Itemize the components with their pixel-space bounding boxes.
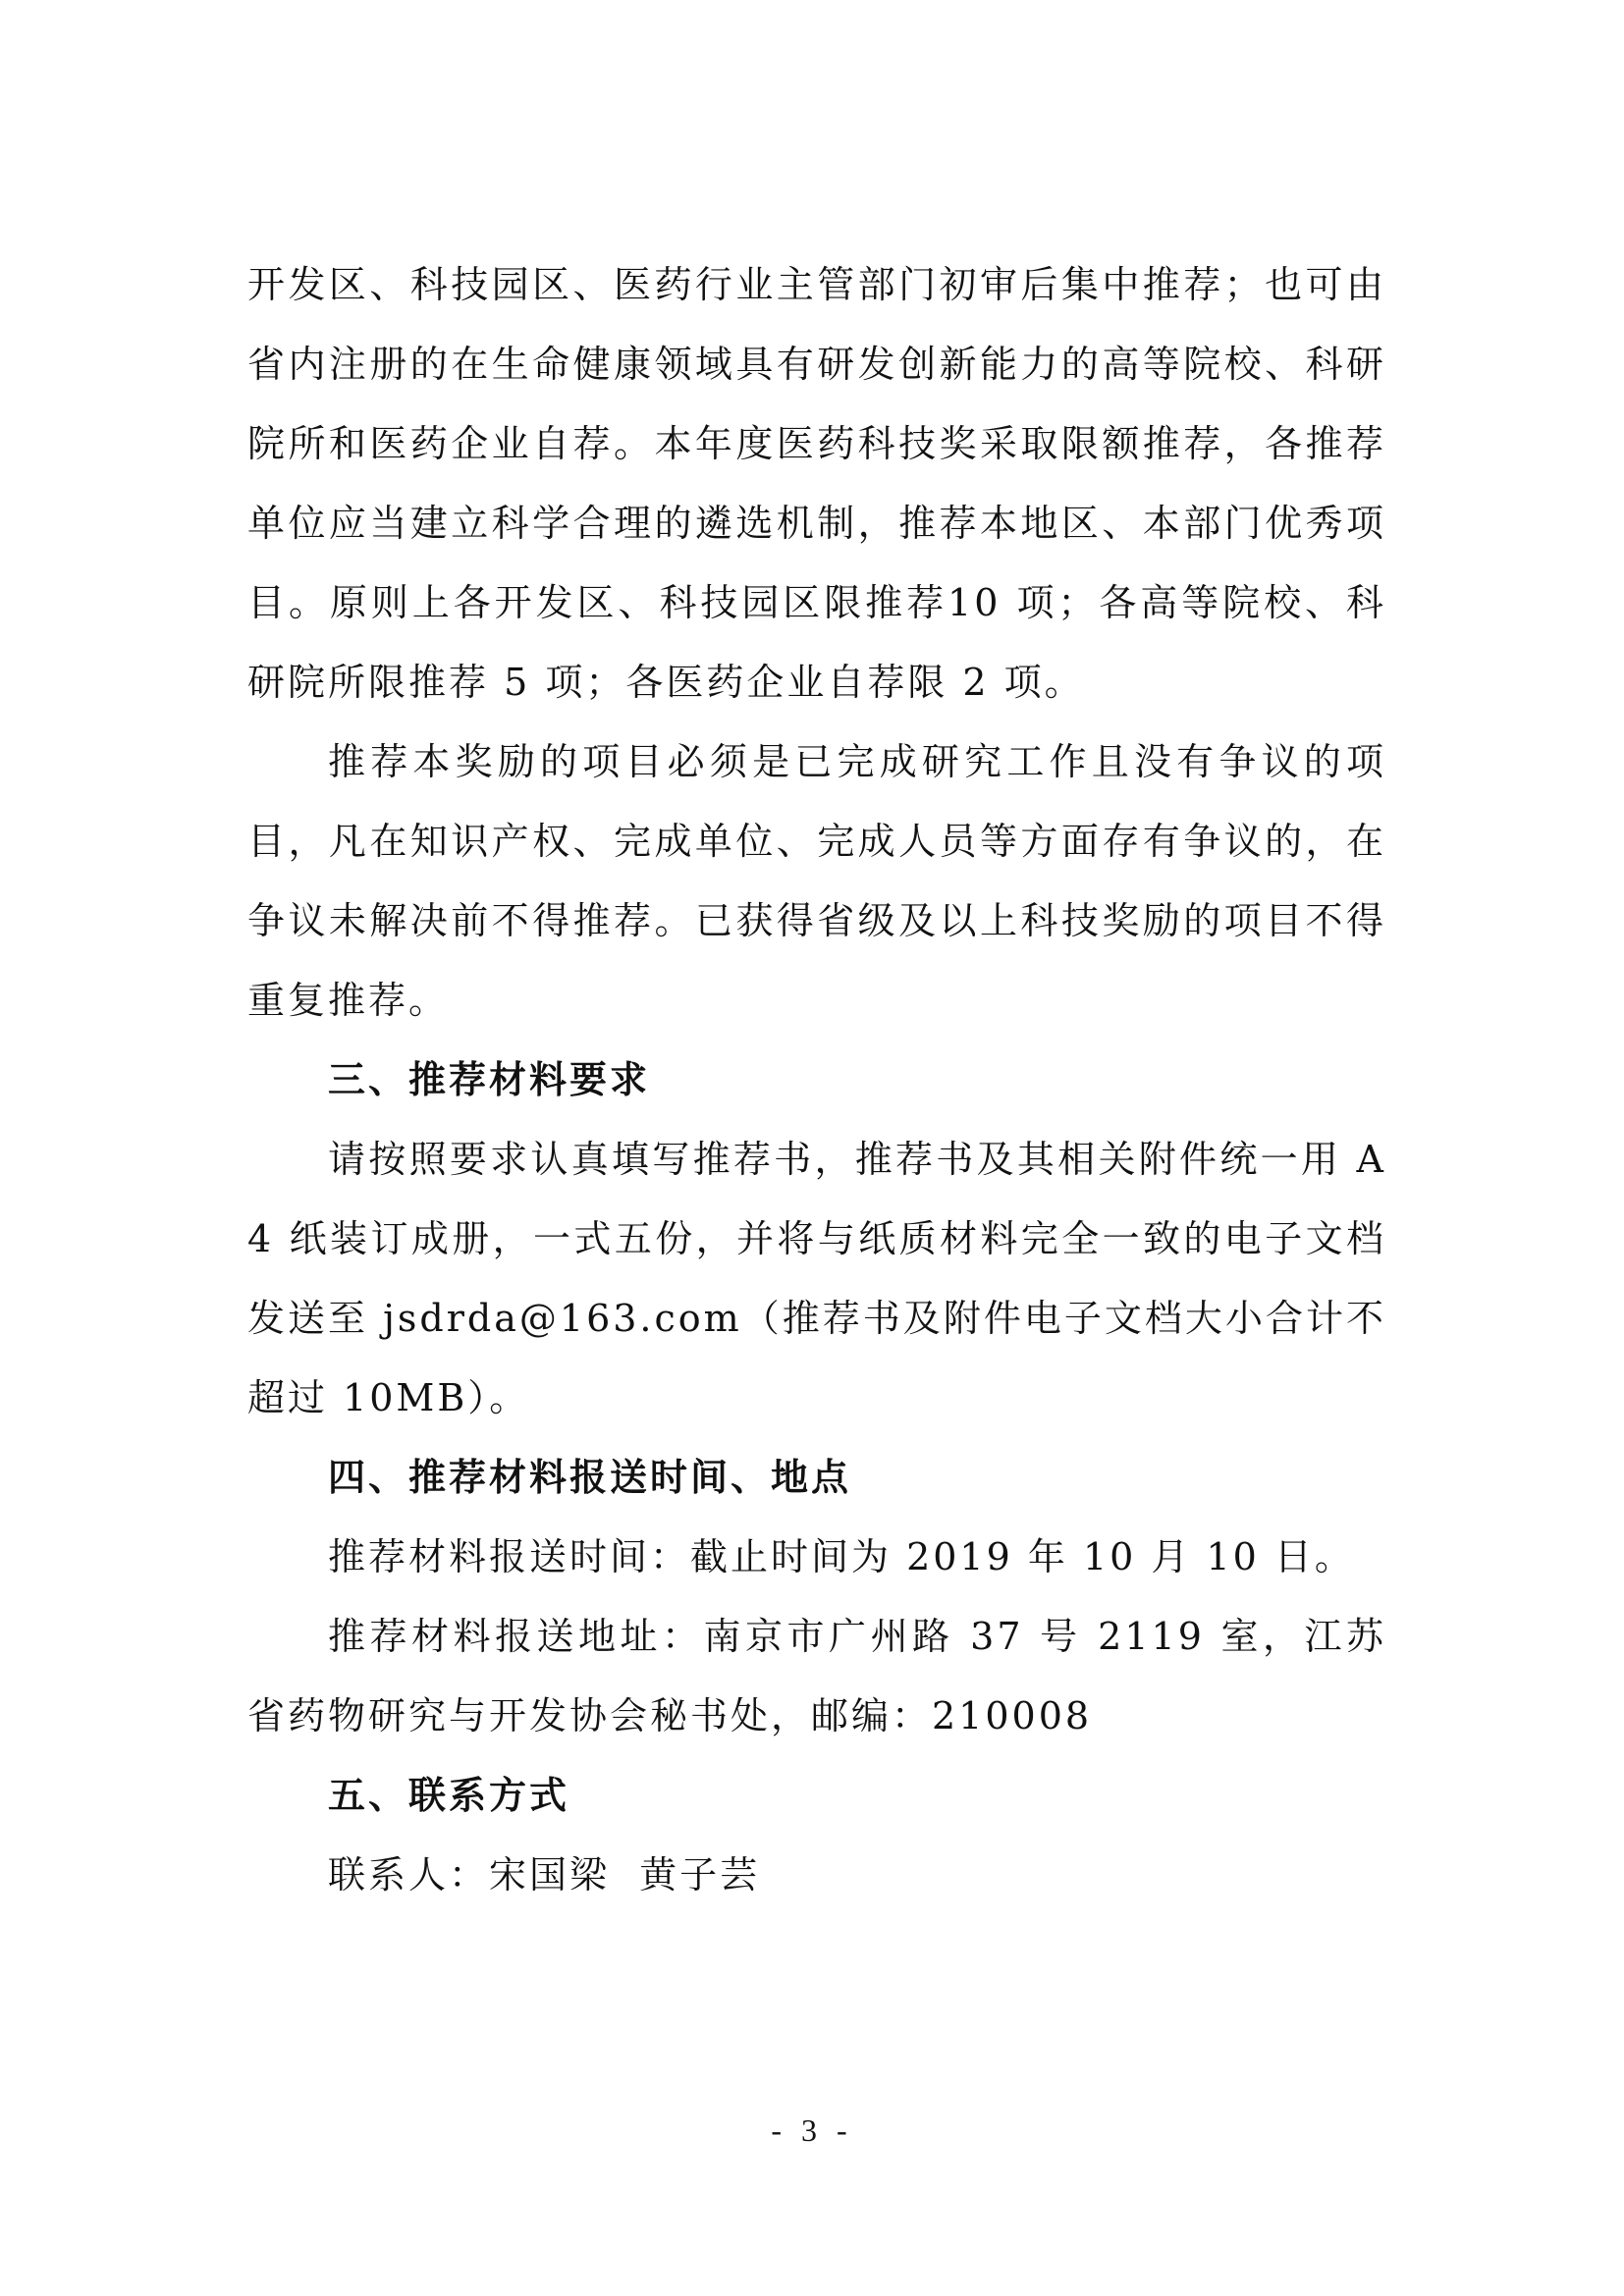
section-heading-contact: 五、联系方式	[328, 1774, 570, 1817]
paragraph-project-eligibility: 推荐本奖励的项目必须是已完成研究工作且没有争议的项目，凡在知识产权、完成单位、完成人员等方面存有争议的，在争议未解决前不得推荐。已获得省级及以上科技奖励的项目不得重复推荐。	[247, 740, 1386, 1022]
page-number: - 3 -	[771, 2112, 853, 2148]
section-heading-submission-time-place: 四、推荐材料报送时间、地点	[328, 1456, 852, 1499]
paragraph-contact-persons: 联系人：宋国梁 黄子芸	[328, 1853, 761, 1896]
document-body	[247, 245, 1386, 1915]
paragraph-submission-deadline: 推荐材料报送时间：截止时间为 2019 年 10 月 10 日。	[328, 1535, 1355, 1578]
paragraph-recommendation-scope: 开发区、科技园区、医药行业主管部门初审后集中推荐；也可由省内注册的在生命健康领域具有研发创新能力的高等院校、科研院所和医药企业自荐。本年度医药科技奖采取限额推荐，各推荐单位应当建立科学合理的遴选机制，推荐本地区、本部门优秀项目。原则上各开发区、科技园区限推荐10 项；各高等院校、科研院所限推荐 5 项；各医药企业自荐限 2 项。	[247, 263, 1386, 704]
paragraph-materials-requirements: 请按照要求认真填写推荐书，推荐书及其相关附件统一用 A4 纸装订成册，一式五份，并将与纸质材料完全一致的电子文档发送至 jsdrda@163.com（推荐书及附件电子文档大小合计不超过 10MB）。	[247, 1138, 1386, 1419]
paragraph-submission-address: 推荐材料报送地址：南京市广州路 37 号 2119 室，江苏省药物研究与开发协会秘书处，邮编：210008	[247, 1615, 1386, 1737]
section-heading-materials-requirements: 三、推荐材料要求	[328, 1058, 651, 1101]
